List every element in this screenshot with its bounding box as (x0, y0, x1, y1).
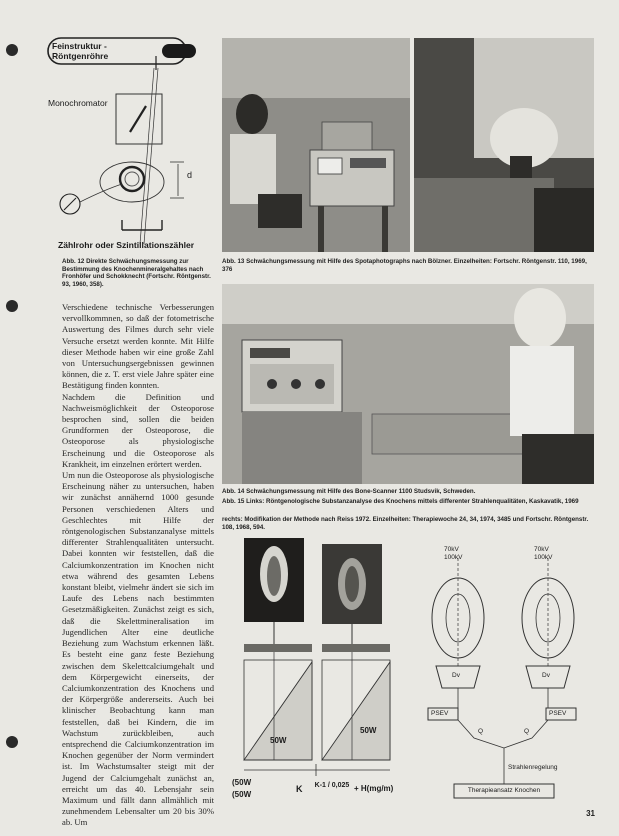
body-text-column (62, 302, 214, 828)
xray-tube-end (162, 44, 196, 58)
result-box-label: Therapieansatz Knochen (467, 787, 541, 794)
binder-hole-middle (6, 300, 18, 312)
label-50w-right: 50W (360, 726, 377, 735)
body-paragraph-1: Verschiedene technische Verbesserungen vervollkommnen, so daß der fotometrische Auswertung des Filmes durch sehr viele Versuche ersetzt werden konnte. Mit Hilfe dieser Methode haben wir eine große Zahl von Untersuchungsergebnissen gewinnen können, die z. T. erst viele Jahre später eine Bestätigung finden konnten. (62, 302, 214, 391)
figure-12-svg (44, 34, 214, 256)
page-number: 31 (586, 809, 595, 818)
figure-13-caption: Abb. 13 Schwächungsmessung mit Hilfe des Spotaphotographs nach Bölzner. Einzelheiten: Fortschr. Röntgenstr. 110, 1969, 376 (222, 258, 587, 273)
regulation-label: Strahlenregelung (508, 764, 558, 771)
kv-label-4: 100kV (534, 554, 553, 561)
kv-label-1: 70kV (444, 546, 459, 553)
figure-15-caption-left: Abb. 15 Links: Röntgenologische Substanzanalyse des Knochens mittels differenter Strahlenqualitäten, Kaskavatik, 1969 (222, 498, 579, 505)
figure-15-right-svg (414, 538, 594, 808)
body-paragraph-3: Um nun die Osteoporose als physiologische Erscheinung näher zu untersuchen, haben wir zunächst annähernd 1000 gesunde Personen verschiedenen Alters und Geschlechtes mit Hilfe der röntgenologischen Substanzanalyse mittels differenter Strahlenqualitäten untersucht. Dabei konnten wir feststellen, daß die Calciumkonzentration im Knochen nicht etwa während des gesamten Lebens konstant bleibt, vielmehr ändert sie sich im Laufe des Lebens nach bestimmten Gesetzmäßigkeiten. Zunächst zeigt es sich, daß die Skelettmineralisation im Jugendlichen Alter eine deutliche Beziehung zum Wachstum erkennen läßt. Es besteht eine ganz feste Beziehung zwischen dem Skelettcalciumgehalt und dem Körpergewicht einerseits, der Calciumkonzentration des Knochens und der Körpergröße andererseits. Auch bei klinischer Beobachtung kann man feststellen, daß bei Kindern, die im Wachstum zurückbleiben, auch entsprechend die Calciumkonzentration im Knochen gegenüber der Norm vermindert ist. Im Wachstumsalter steigt mit der Jugend der Calciumgehalt zunächst an, erreicht um das 40. Lebensjahr sein Maximum und fällt dann allmählich mit zunehmendem Lebensalter um 20 bis 30% ab. Um (62, 470, 214, 828)
figure-15-caption-right: rechts: Modifikation der Methode nach Reiss 1972. Einzelheiten: Therapiewoche 24, 34, 1974, 3485 und Fortschr. Röntgenstr. 108, 1968, 594. (222, 516, 589, 531)
figure-15-left-diagram (222, 538, 408, 808)
box-dv-1: Dv (452, 672, 460, 679)
kv-label-2: 100kV (444, 554, 463, 561)
formula-left-top: (50W (232, 778, 252, 787)
counter-label: Zählrohr oder Szintillationszähler (58, 240, 195, 250)
tube-label-line-2: Röntgenröhre (52, 51, 109, 61)
figure-14-photo (222, 284, 594, 484)
box-psev-2: PSEV (549, 710, 567, 717)
kv-label-3: 70kV (534, 546, 549, 553)
formula-left-bottom: (50W (232, 790, 252, 799)
formula-fraction: K-1 / 0,025 (314, 782, 350, 789)
figure-14-caption: Abb. 14 Schwächungsmessung mit Hilfe des Bone-Scanner 1100 Studsvik, Schweden. (222, 488, 476, 495)
binder-hole-top (6, 44, 18, 56)
figure-12-diagram (44, 34, 214, 256)
label-50w-left: 50W (270, 736, 287, 745)
ratio-1: Q (478, 728, 484, 735)
figure-13-photo-left (222, 38, 410, 252)
dimension-label: d (187, 170, 193, 180)
formula-k: K (296, 784, 303, 794)
figure-12-caption: Abb. 12 Direkte Schwächungsmessung zur Bestimmung des Knochenmineralgehaltes nach Fronhöfer und Schokknecht (Fortschr. Röntgenstr. 93, 1960, 358). (62, 258, 211, 288)
figure-13-photo-right (414, 38, 594, 252)
body-paragraph-2: Nachdem die Definition und Nachweismöglichkeit der Osteoporose besprochen sind, sollen die beiden Grundformen der Osteoporose, die Osteoporose als physiologische Erscheinung und die Osteoporose als Krankheit, im einzelnen erörtert werden. (62, 391, 214, 469)
figure-15-left-svg (222, 538, 408, 808)
box-psev-1: PSEV (431, 710, 449, 717)
ratio-2: Q (524, 728, 530, 735)
box-dv-2: Dv (542, 672, 550, 679)
figure-15-right-diagram (414, 538, 594, 808)
tube-label-line-1: Feinstruktur - (52, 41, 107, 51)
binder-hole-bottom (6, 736, 18, 748)
formula-h: + H(mg/m) (354, 784, 394, 793)
monochromator-label: Monochromator (48, 98, 108, 108)
